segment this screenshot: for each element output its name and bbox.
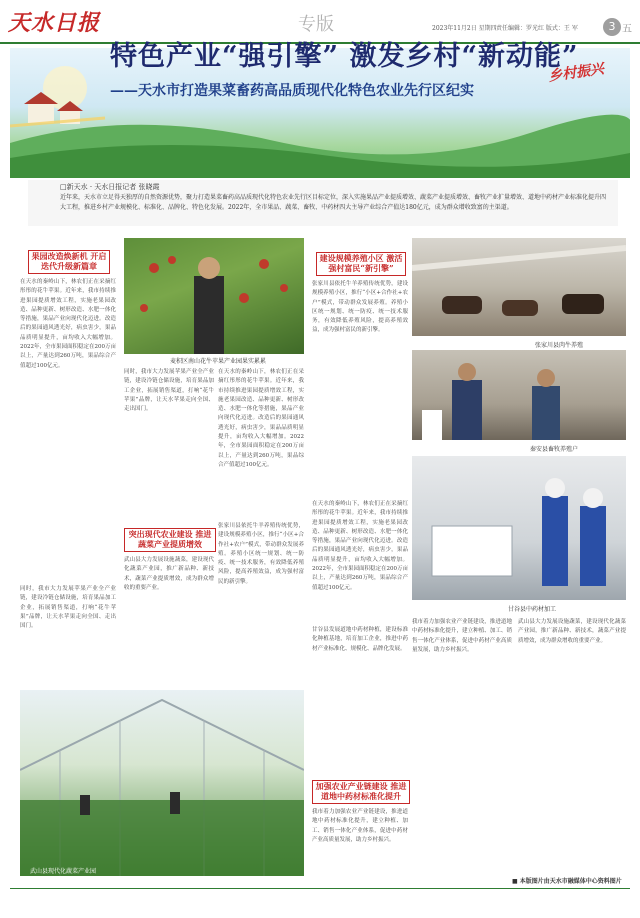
article-column-1b: 同时，我市大力发展苹果产业全产业链，建设冷链仓储设施，培育果品加工企业，拓展销售渠道，打响“花牛苹果”品牌，让天水苹果走向全国、走出国门。 [20, 586, 116, 630]
caption-cattle: 张家川县肉牛养殖 [535, 342, 584, 349]
section-heading-2: 建设规模养殖小区 激活强村富民“新引擎” [316, 252, 406, 276]
article-column-6: 张家川县依托牛羊养殖传统优势，建设规模养殖小区，推行“小区+合作社+农户”模式，带动群众发展养殖。养殖小区统一规划、统一防疫、统一技术服务，有效降低养殖风险，提高养殖效益，成为强村富民的新引擎。 [312, 281, 408, 334]
page-tag: 五 [622, 24, 632, 35]
article-column-1: 在天水的秦岭山下，林农们正在采摘红彤彤的花牛苹果。近年来，我市持续推进果园提质增效工程，实施老果园改造、品种更新、树形改造、水肥一体化等措施，果品产业向现代化迈进。改造后的果园通风透光好，病虫害少，果品品质明显提升，亩均收入大幅增加。2022年，全市果园面积稳定在200万亩以上，产量达到260万吨，果品综合产值超过100亿元。 [20, 279, 116, 369]
section-heading-3: 突出现代农业建设 推进蔬菜产业提质增效 [124, 528, 216, 552]
section-heading-1: 果园改造焕新机 开启迭代升级新篇章 [28, 250, 110, 274]
bottom-rule [10, 888, 630, 889]
date-line: 2023年11月2日 星期四 [432, 25, 497, 32]
editor-line: 责任编辑：罗光红 版式：王 军 [496, 25, 578, 32]
greenhouse-illustration [20, 690, 304, 876]
intro-text: 近年来，天水市立足得天独厚的自然资源优势，聚力打造果菜畜药高品质现代化特色农业先行区目标定位，深入实施果品产业提质增效、蔬菜产业提质增效、畜牧产业扩量增效、道地中药材产业标准化提升四大工程，推进乡村产业规模化、标准化、品牌化、特色化发展。2022年，全市果品、蔬菜、畜牧、中药材四大主导产业综合产值达180亿元，成为群众增收致富的主渠道。 [60, 194, 607, 211]
article-column-10: 我市着力加强农业产业链建设，推进道地中药材标准化提升，建立种植、加工、销售一体化产业体系，促进中药材产业高质量发展，助力乡村振兴。 [412, 619, 512, 653]
article-column-4: 武山县大力发展设施蔬菜，建设现代化蔬菜产业园，推广新品种、新技术，蔬菜产业提质增效，成为群众增收的重要产业。 [124, 557, 214, 591]
farmer-illustration [412, 350, 626, 440]
caption-greenhouse: 武山县现代化蔬菜产业园 [30, 868, 97, 875]
article-column-2: 同时，我市大力发展苹果产业全产业链，建设冷链仓储设施，培育果品加工企业，拓展销售渠道，打响“花牛苹果”品牌，让天水苹果走向全国、走出国门。 [124, 369, 214, 413]
byline: □新天水 · 天水日报记者 张晓霞 [60, 183, 160, 191]
apple-tree-illustration [124, 238, 304, 354]
article-column-7: 在天水的秦岭山下，林农们正在采摘红彤彤的花牛苹果。近年来，我市持续推进果园提质增效工程，实施老果园改造、品种更新、树形改造、水肥一体化等措施，果品产业向现代化迈进。改造后的果园通风透光好，病虫害少，果品品质明显提升，亩均收入大幅增加。2022年，全市果园面积稳定在200万亩以上，产量达到260万吨，果品综合产值超过100亿元。 [312, 501, 408, 591]
article-column-3: 在天水的秦岭山下，林农们正在采摘红彤彤的花牛苹果。近年来，我市持续推进果园提质增效工程，实施老果园改造、品种更新、树形改造、水肥一体化等措施，果品产业向现代化迈进。改造后的果园通风透光好，病虫害少，果品品质明显提升，亩均收入大幅增加。2022年，全市果园面积稳定在200万亩以上，产量达到260万吨，果品综合产值超过100亿元。 [218, 369, 304, 468]
farmer-photo [412, 350, 626, 440]
photo-credit: ■ 本版图片由天水市融媒体中心资料图片 [512, 878, 622, 885]
banner-subtitle: ——天水市打造果菜畜药高品质现代化特色农业先行区纪实 [110, 83, 474, 99]
orchard-photo [124, 238, 304, 354]
newspaper-logo: 天水日报 [8, 10, 101, 36]
page-number: 3 [603, 18, 621, 36]
caption-orchard: 麦积区南山花牛苹果产业园果实累累 [170, 358, 267, 365]
section-heading-4: 加强农业产业链建设 推进道地中药材标准化提升 [312, 780, 410, 804]
caption-farmer: 秦安县畜牧养殖户 [530, 446, 579, 453]
article-column-8: 甘谷县发展道地中药材种植，建设标准化种植基地，培育加工企业，推进中药材产业标准化、规模化、品牌化发展。 [312, 627, 408, 652]
article-column-9: 我市着力加强农业产业链建设，推进道地中药材标准化提升，建立种植、加工、销售一体化产业体系，促进中药材产业高质量发展，助力乡村振兴。 [312, 809, 408, 843]
processing-illustration [412, 456, 626, 600]
section-title: 专版 [298, 14, 334, 35]
barn-illustration [412, 238, 626, 336]
greenhouse-photo [20, 690, 304, 876]
cattle-barn-photo [412, 238, 626, 336]
article-column-5: 张家川县依托牛羊养殖传统优势，建设规模养殖小区，推行“小区+合作社+农户”模式，带动群众发展养殖。养殖小区统一规划、统一防疫、统一技术服务，有效降低养殖风险，提高养殖效益，成为强村富民的新引擎。 [218, 523, 304, 585]
banner-title: 特色产业“强引擎” 激发乡村“新动能” [110, 41, 579, 72]
rural-revitalization-logo: 乡村振兴 [547, 61, 605, 85]
caption-processing: 甘谷县中药材加工 [508, 606, 557, 613]
article-column-11: 武山县大力发展设施蔬菜，建设现代化蔬菜产业园，推广新品种、新技术，蔬菜产业提质增效，成为群众增收的重要产业。 [518, 619, 626, 644]
processing-photo [412, 456, 626, 600]
